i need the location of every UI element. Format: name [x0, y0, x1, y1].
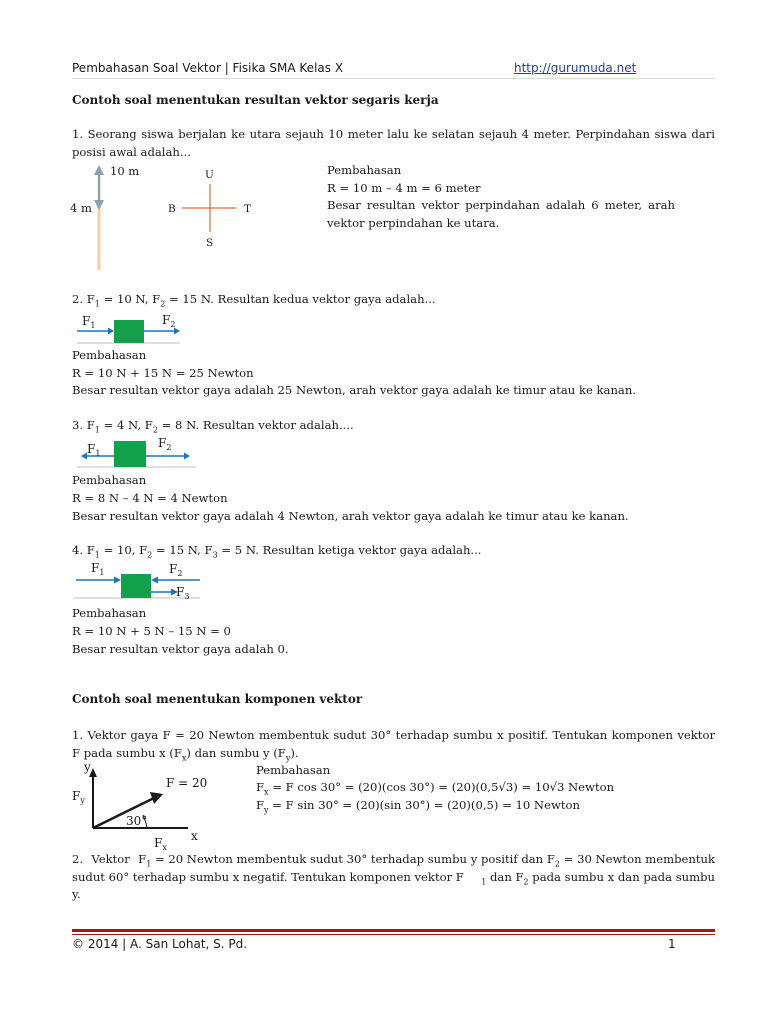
label-x: x [191, 829, 198, 843]
compass-s: S [206, 237, 214, 249]
q1-text-line1: 1. Seorang siswa berjalan ke utara sejauh 10 meter lalu ke selatan sejauh 4 meter. Perpindahan siswa dari [72, 127, 715, 141]
q2-f1-arrowhead [108, 328, 114, 335]
q4-pembahasan: Pembahasan [72, 606, 147, 620]
q1-displacement-figure [68, 162, 268, 277]
q4-label-f2: $F_2$ [169, 562, 183, 578]
header-title: Pembahasan Soal Vektor | Fisika SMA Kelas X [72, 61, 344, 75]
q4-answer-line2: Besar resultan vektor gaya adalah 0. [72, 642, 289, 656]
q2-pembahasan: Pembahasan [72, 348, 147, 362]
label-10m: 10 m [110, 164, 140, 178]
compass-b: B [168, 203, 176, 215]
q3-f2-arrowhead [184, 453, 190, 460]
q4-text: 4. $F_1 = 10$, $F_2 = 15$ N, $F_3 = 5$ N. Resultan ketiga vektor gaya adalah... [72, 543, 482, 560]
q4-box [121, 574, 151, 598]
q2-box [114, 320, 144, 343]
q2-answer-line1: R = 10 N + 15 N = 25 Newton [72, 366, 254, 380]
q3-force-figure [76, 436, 200, 470]
s2-q1-text-line1: 1. Vektor gaya F = 20 Newton membentuk sudut 30° terhadap sumbu x positif. Tentukan komponen vektor [72, 728, 715, 742]
q4-label-f1: $F_1$ [91, 561, 105, 577]
footer-copyright: © 2014 | A. San Lohat, S. Pd. [72, 937, 248, 951]
s2-q2-line2: sudut 60° terhadap sumbu x negatif. Tentukan komponen vektor F $_1$ dan $F_2$ pada sumbu x dan pada sumbu [72, 870, 715, 887]
label-4m: 4 m [70, 201, 92, 215]
header-divider [72, 78, 715, 79]
north-arrowhead [94, 165, 104, 175]
q4-f1-arrowhead [114, 577, 121, 584]
label-fx: $F_x$ [154, 836, 167, 852]
q3-label-f2: $F_2$ [158, 436, 172, 452]
q2-force-figure [76, 310, 186, 346]
s2-q2-line3: y. [72, 887, 81, 901]
label-f20: F = 20 [166, 776, 208, 790]
q3-label-f1: $F_1$ [87, 442, 101, 458]
s2-q2-line1: 2. Vektor $F_1 = 20$ Newton membentuk sudut 30° terhadap sumbu y positif dan $F_2 = 30$ Newton membentuk [72, 852, 715, 869]
q4-force-figure [72, 560, 204, 602]
compass-t: T [244, 203, 252, 215]
s2-q1-text-line2: F pada sumbu x $(F_x)$ dan sumbu y $(F_y)$. [72, 746, 299, 763]
s2-q1-pembahasan: Pembahasan [256, 763, 331, 777]
label-y: y [84, 760, 91, 774]
q3-pembahasan: Pembahasan [72, 473, 147, 487]
south-arrowhead [94, 200, 104, 210]
s2-q1-fy: $F_y = F$ sin 30° = (20)(sin 30°) = (20)(0,5) = 10 Newton [256, 798, 580, 815]
q2-text: 2. $F_1 = 10$ N, $F_2 = 15$ N. Resultan kedua vektor gaya adalah... [72, 292, 436, 309]
section1-heading: Contoh soal menentukan resultan vektor segaris kerja [72, 93, 439, 107]
q1-answer-line2: Besar resultan vektor perpindahan adalah 6 meter, arah [327, 198, 675, 212]
label-fy: $F_y$ [72, 789, 85, 805]
footer-rule-thin [72, 934, 715, 935]
q2-label-f2: $F_2$ [162, 313, 176, 329]
q4-f2-arrowhead [151, 577, 158, 584]
label-30deg: 30° [126, 814, 148, 828]
footer-page-number: 1 [668, 937, 676, 951]
q3-answer-line1: R = 8 N – 4 N = 4 Newton [72, 491, 228, 505]
q4-label-f3: $F_3$ [176, 585, 190, 601]
header-link[interactable]: http://gurumuda.net [514, 61, 637, 75]
s2-q1-component-figure [68, 760, 218, 853]
q1-pembahasan: Pembahasan [327, 163, 402, 177]
footer-rule-thick [72, 929, 715, 932]
q1-answer-line3: vektor perpindahan ke utara. [327, 216, 500, 230]
q3-answer-line2: Besar resultan vektor gaya adalah 4 Newton, arah vektor gaya adalah ke timur atau ke kanan. [72, 509, 629, 523]
q2-label-f1: $F_1$ [82, 314, 96, 330]
q3-box [114, 441, 146, 467]
q2-answer-line2: Besar resultan vektor gaya adalah 25 Newton, arah vektor gaya adalah ke timur atau ke kanan. [72, 383, 636, 397]
q3-text: 3. $F_1 = 4$ N, $F_2 = 8$ N. Resultan vektor adalah.... [72, 418, 354, 435]
q1-answer-line1: R = 10 m – 4 m = 6 meter [327, 181, 481, 195]
q4-answer-line1: R = 10 N + 5 N – 15 N = 0 [72, 624, 231, 638]
s2-q1-fx: $F_x = F$ cos 30° = (20)(cos 30°) = (20)(0,5√3) = 10√3 Newton [256, 780, 615, 797]
section2-heading: Contoh soal menentukan komponen vektor [72, 692, 363, 706]
q1-text-line2: posisi awal adalah... [72, 145, 191, 159]
compass-u: U [205, 169, 214, 181]
